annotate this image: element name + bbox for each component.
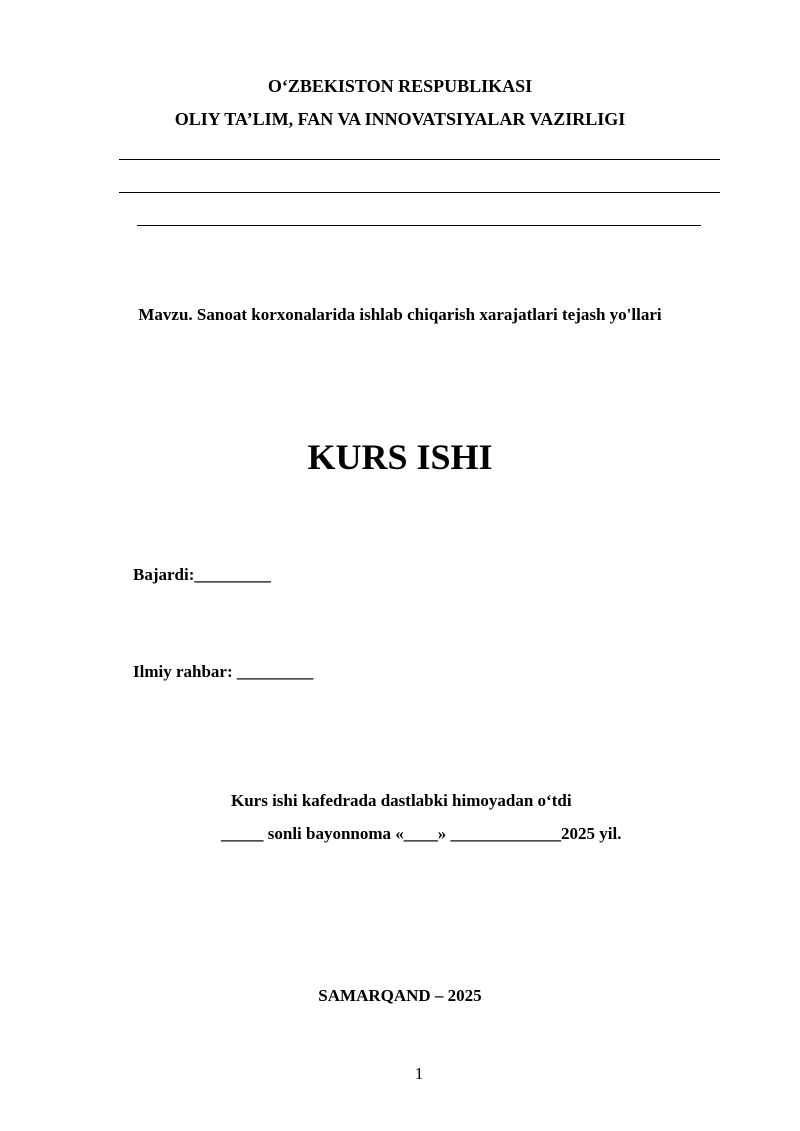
footer-city-year: SAMARQAND – 2025	[318, 986, 482, 1005]
header-country: O‘ZBEKISTON RESPUBLIKASI	[267, 76, 533, 96]
document-title: KURS ISHI	[307, 437, 493, 477]
defense-line-1: Kurs ishi kafedrada dastlabki himoyadan o‘tdi	[231, 791, 572, 810]
blank-rule-1	[119, 159, 720, 160]
defense-line-2: _____ sonli bayonnoma «____» _____________2025 yil.	[221, 824, 622, 843]
header-ministry: OLIY TA’LIM, FAN VA INNOVATSIYALAR VAZIRLIGI	[174, 109, 626, 129]
blank-rule-2	[119, 192, 720, 193]
topic-line: Mavzu. Sanoat korxonalarida ishlab chiqarish xarajatlari tejash yo'llari	[138, 305, 662, 324]
supervisor-field: Ilmiy rahbar: _________	[133, 662, 314, 681]
blank-rule-3	[137, 225, 701, 226]
performer-field: Bajardi:_________	[133, 565, 271, 584]
page-number: 1	[414, 1064, 424, 1083]
